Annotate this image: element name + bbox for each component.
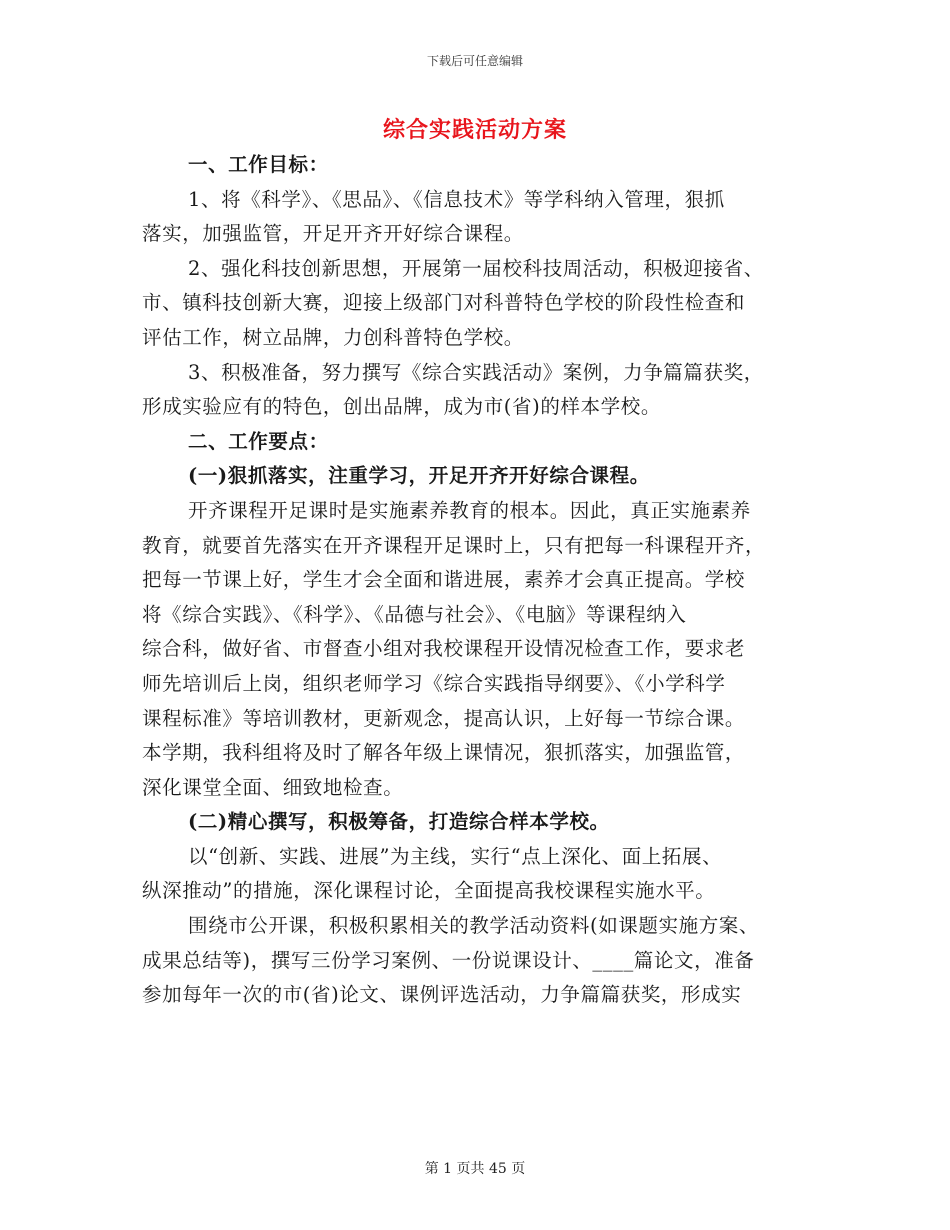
document-body	[142, 148, 808, 1013]
paragraph-line: 3、积极准备，努力撰写《综合实践活动》案例，力争篇篇获奖，	[188, 360, 764, 384]
paragraph-line: 参加每年一次的市(省)论文、课例评选活动，力争篇篇获奖，形成实	[142, 983, 742, 1007]
page-header-note: 下载后可任意编辑	[426, 54, 523, 68]
paragraph-line: 教育，就要首先落实在开齐课程开足课时上，只有把每一科课程开齐，	[142, 533, 766, 557]
paragraph-line: 纵深推动”的措施，深化课程讨论，全面提高我校课程实施水平。	[142, 879, 716, 903]
paragraph-line: 以“创新、实践、进展”为主线，实行“点上深化、面上拓展、	[188, 844, 723, 868]
paragraph-line: 深化课堂全面、细致地检查。	[142, 775, 404, 799]
paragraph-line: 本学期，我科组将及时了解各年级上课情况，狠抓落实，加强监管，	[142, 741, 746, 765]
paragraph-line: 围绕市公开课，积极积累相关的教学活动资料(如课题实施方案、	[188, 914, 760, 938]
paragraph-line: 成果总结等)，撰写三份学习案例、一份说课设计、____篇论文，准备	[142, 948, 755, 972]
paragraph-line: 把每一节课上好，学生才会全面和谐进展，素养才会真正提高。学校	[142, 568, 746, 592]
section-heading: (一)狠抓落实，注重学习，开足开齐开好综合课程。	[188, 464, 650, 488]
paragraph-line: 市、镇科技创新大赛，迎接上级部门对科普特色学校的阶段性检查和	[142, 291, 746, 315]
paragraph-line: 评估工作，树立品牌，力创科普特色学校。	[142, 325, 524, 349]
paragraph-line: 师先培训后上岗，组织老师学习《综合实践指导纲要》、《小学科学	[142, 671, 726, 695]
page-footer: 第 1 页共 45 页	[424, 1161, 526, 1177]
paragraph-line: 2、强化科技创新思想，开展第一届校科技周活动，积极迎接省、	[188, 256, 764, 280]
paragraph-line: 1、将《科学》、《思品》、《信息技术》等学科纳入管理，狠抓	[188, 187, 725, 211]
document-title: 综合实践活动方案	[382, 117, 567, 143]
paragraph-line: 形成实验应有的特色，创出品牌，成为市(省)的样本学校。	[142, 395, 661, 419]
section-heading: 一、工作目标：	[188, 153, 329, 176]
paragraph-line: 落实，加强监管，开足开齐开好综合课程。	[142, 222, 524, 246]
paragraph-line: 课程标准》等培训教材，更新观念，提高认识，上好每一节综合课。	[142, 706, 746, 730]
section-heading: 二、工作要点：	[188, 429, 329, 453]
paragraph-line: 将《综合实践》、《科学》、《品德与社会》、《电脑》等课程纳入	[142, 602, 687, 626]
paragraph-line: 开齐课程开足课时是实施素养教育的根本。因此，真正实施素养	[188, 498, 751, 522]
paragraph-line: 综合科，做好省、市督查小组对我校课程开设情况检查工作，要求老	[142, 637, 746, 661]
section-heading: (二)精心撰写，积极筹备，打造综合样本学校。	[188, 810, 610, 834]
